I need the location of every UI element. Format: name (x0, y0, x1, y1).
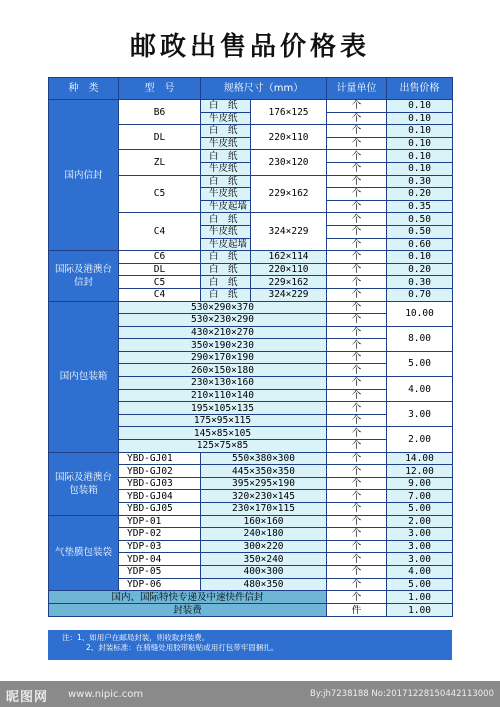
unit-cell: 个 (327, 263, 387, 276)
unit-cell: 个 (327, 578, 387, 591)
size-cell: 320×230×145 (201, 490, 327, 503)
material-cell: 白 纸 (201, 125, 251, 138)
price-cell: 0.35 (387, 200, 453, 213)
category-cell: 国内信封 (49, 100, 119, 251)
model-cell: YBD-GJ05 (119, 503, 201, 516)
unit-cell: 个 (327, 465, 387, 478)
material-cell: 牛皮起墙 (201, 200, 251, 213)
size-cell: 195×105×135 (119, 402, 327, 415)
price-cell: 3.00 (387, 528, 453, 541)
size-cell: 260×150×180 (119, 364, 327, 377)
price-cell: 5.00 (387, 351, 453, 376)
service-row (49, 604, 453, 617)
watermark-bar (0, 681, 500, 707)
model-cell: YDP-03 (119, 540, 201, 553)
unit-cell: 个 (327, 301, 387, 314)
unit-cell: 个 (327, 112, 387, 125)
price-cell: 10.00 (387, 301, 453, 326)
unit-cell: 个 (327, 288, 387, 301)
price-cell: 0.10 (387, 100, 453, 113)
size-cell: 480×350 (201, 578, 327, 591)
unit-cell: 个 (327, 591, 387, 604)
price-cell: 0.10 (387, 125, 453, 138)
unit-cell: 个 (327, 339, 387, 352)
model-cell: YDP-04 (119, 553, 201, 566)
unit-cell: 个 (327, 137, 387, 150)
watermark-id: By:jh7238188 No:20171228150442113000 (310, 689, 494, 699)
price-cell: 0.10 (387, 137, 453, 150)
notes-box (48, 630, 452, 660)
unit-cell: 个 (327, 503, 387, 516)
unit-cell: 个 (327, 314, 387, 327)
size-cell: 350×190×230 (119, 339, 327, 352)
unit-cell: 个 (327, 150, 387, 163)
price-cell: 5.00 (387, 578, 453, 591)
price-cell: 0.70 (387, 288, 453, 301)
header-unit: 计量单位 (327, 78, 387, 100)
size-cell: 530×230×290 (119, 314, 327, 327)
unit-cell: 个 (327, 225, 387, 238)
price-cell: 0.30 (387, 175, 453, 188)
model-cell: YBD-GJ02 (119, 465, 201, 478)
model-cell: B6 (119, 100, 201, 125)
size-cell: 230×130×160 (119, 377, 327, 390)
price-cell: 14.00 (387, 452, 453, 465)
price-cell: 8.00 (387, 326, 453, 351)
model-cell: YDP-05 (119, 565, 201, 578)
unit-cell: 个 (327, 440, 387, 453)
unit-cell: 个 (327, 389, 387, 402)
table-row (49, 100, 453, 113)
unit-cell: 个 (327, 402, 387, 415)
unit-cell: 个 (327, 351, 387, 364)
model-cell: DL (119, 125, 201, 150)
price-cell: 0.60 (387, 238, 453, 251)
size-cell: 230×170×115 (201, 503, 327, 516)
unit-cell: 个 (327, 540, 387, 553)
size-cell: 162×114 (251, 251, 327, 264)
unit-cell: 个 (327, 326, 387, 339)
table-row (49, 452, 453, 465)
price-cell: 0.50 (387, 225, 453, 238)
unit-cell: 件 (327, 604, 387, 617)
watermark-logo: 昵图网 (6, 690, 49, 705)
price-cell: 3.00 (387, 553, 453, 566)
size-cell: 445×350×350 (201, 465, 327, 478)
material-cell: 牛皮纸 (201, 137, 251, 150)
unit-cell: 个 (327, 213, 387, 226)
material-cell: 白 纸 (201, 100, 251, 113)
model-cell: YBD-GJ01 (119, 452, 201, 465)
unit-cell: 个 (327, 238, 387, 251)
header-category: 种 类 (49, 78, 119, 100)
price-cell: 0.10 (387, 251, 453, 264)
material-cell: 白 纸 (201, 175, 251, 188)
unit-cell: 个 (327, 125, 387, 138)
page-title: 邮政出售品价格表 (129, 32, 370, 62)
size-cell: 350×240 (201, 553, 327, 566)
size-cell: 229×162 (251, 175, 327, 213)
unit-cell: 个 (327, 200, 387, 213)
unit-cell: 个 (327, 565, 387, 578)
category-cell: 国际及港澳台包装箱 (49, 452, 119, 515)
size-cell: 430×210×270 (119, 326, 327, 339)
price-cell: 3.00 (387, 540, 453, 553)
size-cell: 324×229 (251, 213, 327, 251)
material-cell: 牛皮起墙 (201, 238, 251, 251)
unit-cell: 个 (327, 528, 387, 541)
table-row (49, 251, 453, 264)
service-row (49, 591, 453, 604)
material-cell: 白 纸 (201, 263, 251, 276)
table-row (49, 515, 453, 528)
unit-cell: 个 (327, 175, 387, 188)
model-cell: C4 (119, 213, 201, 251)
size-cell: 175×95×115 (119, 414, 327, 427)
material-cell: 白 纸 (201, 150, 251, 163)
unit-cell: 个 (327, 414, 387, 427)
price-cell: 4.00 (387, 377, 453, 402)
unit-cell: 个 (327, 477, 387, 490)
size-cell: 229×162 (251, 276, 327, 289)
service-label: 封装费 (49, 604, 327, 617)
table-header-row (49, 78, 453, 100)
size-cell: 240×180 (201, 528, 327, 541)
price-cell: 2.00 (387, 515, 453, 528)
price-cell: 0.10 (387, 112, 453, 125)
model-cell: YDP-06 (119, 578, 201, 591)
model-cell: DL (119, 263, 201, 276)
size-cell: 530×290×370 (119, 301, 327, 314)
model-cell: C6 (119, 251, 201, 264)
unit-cell: 个 (327, 188, 387, 201)
note-line-2: 2、封装标准：在骑缝处用胶带粘贴或用打包带牢固捆扎。 (86, 643, 279, 652)
unit-cell: 个 (327, 162, 387, 175)
price-cell: 9.00 (387, 477, 453, 490)
category-cell: 气垫膜包装袋 (49, 515, 119, 591)
unit-cell: 个 (327, 377, 387, 390)
material-cell: 白 纸 (201, 276, 251, 289)
price-cell: 0.30 (387, 276, 453, 289)
model-cell: C5 (119, 175, 201, 213)
price-cell: 1.00 (387, 591, 453, 604)
price-cell: 0.20 (387, 263, 453, 276)
material-cell: 白 纸 (201, 251, 251, 264)
material-cell: 白 纸 (201, 288, 251, 301)
size-cell: 230×120 (251, 150, 327, 175)
price-cell: 0.10 (387, 150, 453, 163)
price-cell: 0.20 (387, 188, 453, 201)
table-row (49, 301, 453, 314)
material-cell: 牛皮纸 (201, 225, 251, 238)
price-cell: 3.00 (387, 402, 453, 427)
model-cell: YDP-01 (119, 515, 201, 528)
size-cell: 160×160 (201, 515, 327, 528)
price-table (48, 77, 453, 617)
size-cell: 290×170×190 (119, 351, 327, 364)
material-cell: 牛皮纸 (201, 112, 251, 125)
size-cell: 550×380×300 (201, 452, 327, 465)
size-cell: 300×220 (201, 540, 327, 553)
material-cell: 白 纸 (201, 213, 251, 226)
price-cell: 0.50 (387, 213, 453, 226)
unit-cell: 个 (327, 100, 387, 113)
size-cell: 125×75×85 (119, 440, 327, 453)
unit-cell: 个 (327, 427, 387, 440)
unit-cell: 个 (327, 553, 387, 566)
size-cell: 400×300 (201, 565, 327, 578)
watermark-site: www.nipic.com (68, 689, 144, 700)
model-cell: C5 (119, 276, 201, 289)
size-cell: 176×125 (251, 100, 327, 125)
price-cell: 12.00 (387, 465, 453, 478)
unit-cell: 个 (327, 490, 387, 503)
size-cell: 324×229 (251, 288, 327, 301)
header-model: 型 号 (119, 78, 201, 100)
unit-cell: 个 (327, 452, 387, 465)
model-cell: YDP-02 (119, 528, 201, 541)
category-cell: 国际及港澳台信封 (49, 251, 119, 301)
model-cell: ZL (119, 150, 201, 175)
service-label: 国内、国际特快专递及中速快件信封 (49, 591, 327, 604)
price-cell: 0.10 (387, 162, 453, 175)
size-cell: 220×110 (251, 125, 327, 150)
model-cell: YBD-GJ04 (119, 490, 201, 503)
price-cell: 7.00 (387, 490, 453, 503)
size-cell: 220×110 (251, 263, 327, 276)
price-cell: 2.00 (387, 427, 453, 452)
price-cell: 5.00 (387, 503, 453, 516)
unit-cell: 个 (327, 251, 387, 264)
note-line-1: 注：1、如用户在邮局封装，则收取封装费。 (62, 633, 210, 642)
unit-cell: 个 (327, 515, 387, 528)
unit-cell: 个 (327, 276, 387, 289)
unit-cell: 个 (327, 364, 387, 377)
size-cell: 145×85×105 (119, 427, 327, 440)
model-cell: C4 (119, 288, 201, 301)
model-cell: YBD-GJ03 (119, 477, 201, 490)
category-cell: 国内包装箱 (49, 301, 119, 452)
header-price: 出售价格 (387, 78, 453, 100)
size-cell: 210×110×140 (119, 389, 327, 402)
price-cell: 4.00 (387, 565, 453, 578)
size-cell: 395×295×190 (201, 477, 327, 490)
price-cell: 1.00 (387, 604, 453, 617)
material-cell: 牛皮纸 (201, 188, 251, 201)
header-spec: 规格尺寸（mm） (201, 78, 327, 100)
material-cell: 牛皮纸 (201, 162, 251, 175)
